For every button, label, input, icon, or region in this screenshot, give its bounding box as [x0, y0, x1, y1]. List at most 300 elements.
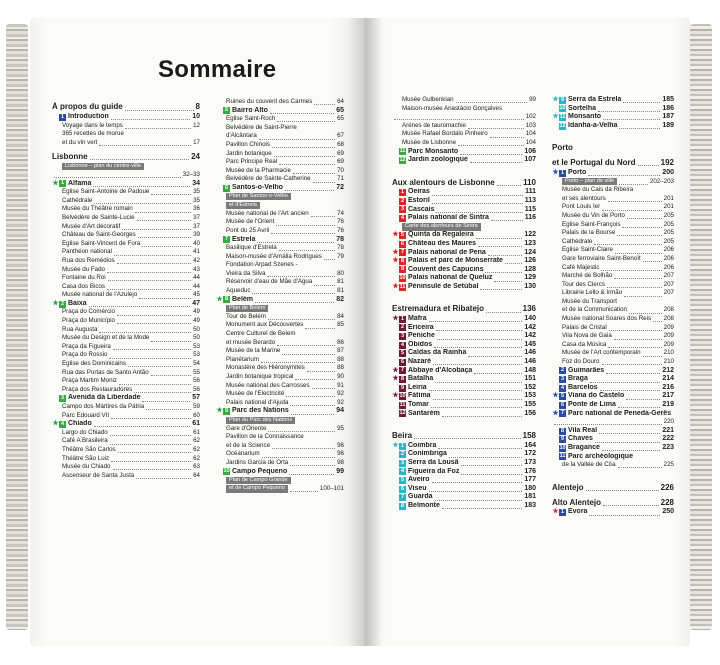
entry-title: Pont du 25 Avril — [226, 226, 270, 234]
page-number: 128 — [524, 265, 536, 273]
number-badge: 6 — [560, 401, 565, 408]
page-number: 35 — [193, 188, 200, 196]
leader-dots — [307, 366, 335, 372]
leader-dots — [603, 114, 660, 120]
toc-entry — [552, 401, 674, 410]
number-badge: 5 — [400, 476, 405, 483]
toc-entry — [216, 132, 344, 141]
toc-entry — [216, 227, 344, 236]
toc-entry — [552, 272, 674, 281]
toc-entry — [216, 459, 344, 468]
toc-entry — [392, 401, 536, 410]
entry-title: Lisbonne — [52, 151, 88, 161]
leader-dots — [151, 336, 191, 342]
star-icon: ★ — [392, 315, 399, 323]
entry-title: Église Saint-Antoine de Padoue — [62, 188, 150, 196]
page-number: 37 — [193, 222, 200, 230]
leader-dots — [435, 495, 523, 501]
page-number: 207 — [663, 289, 674, 297]
page-number: 49 — [193, 317, 200, 325]
number-badge: 8 — [224, 296, 229, 303]
number-badge: 12 — [399, 410, 406, 417]
toc-entry — [52, 446, 200, 455]
number-badge: 7 — [400, 494, 405, 501]
toc-entry — [552, 332, 674, 341]
entry-title: Église Saint-Vincent de Fora — [62, 239, 141, 247]
entry-title: Tour de Belém — [226, 312, 266, 320]
page-number: 208 — [663, 306, 674, 314]
page-number: 103 — [525, 121, 536, 129]
leader-dots — [643, 351, 662, 357]
map-label: et de Campo Pequeno — [226, 485, 288, 492]
number-badge: 2 — [560, 367, 565, 374]
page-number: 156 — [524, 409, 536, 417]
page-number: 153 — [524, 392, 536, 400]
entry-title: Chiado — [68, 420, 92, 428]
leader-dots — [119, 379, 191, 385]
page-number: 146 — [524, 349, 536, 357]
leader-dots — [277, 116, 335, 122]
page-number: 158 — [522, 430, 536, 440]
toc-entry — [552, 427, 674, 436]
leader-dots — [614, 334, 662, 340]
leader-dots — [111, 413, 191, 419]
number-badge: 8 — [400, 376, 405, 383]
toc-column-1 — [52, 98, 200, 480]
toc-entry — [52, 326, 200, 335]
toc-entry — [552, 195, 674, 204]
toc-entry — [52, 122, 200, 131]
page-number: 57 — [192, 394, 200, 402]
entry-title: Ascenseur de Santa Justa — [62, 471, 135, 479]
toc-entry — [392, 468, 536, 477]
toc-entry — [392, 283, 536, 292]
entry-title: Porto — [552, 143, 573, 153]
leader-dots — [117, 258, 191, 264]
entry-title: Barcelos — [568, 383, 598, 391]
toc-entry — [216, 158, 344, 167]
toc-entry — [216, 287, 344, 296]
map-label: et d'Estrela — [226, 202, 260, 209]
leader-dots — [107, 267, 191, 273]
leader-dots — [259, 134, 335, 140]
toc-entry — [216, 382, 344, 391]
page-number: 207 — [663, 280, 674, 288]
number-badge: 9 — [560, 96, 565, 103]
toc-entry — [52, 248, 200, 257]
toc-entry — [52, 343, 200, 352]
page-number: 95 — [337, 424, 344, 432]
entry-title: Aux alentours de Lisbonne — [392, 177, 495, 187]
leader-dots — [431, 402, 522, 408]
page-title: Sommaire — [158, 56, 277, 83]
star-icon: ★ — [552, 409, 559, 417]
leader-dots — [601, 265, 661, 271]
page-number: 88 — [337, 364, 344, 372]
entry-title: Gare ferroviaire Saint-Benoît — [562, 254, 641, 262]
entry-title: Ruines du couvent des Carmes — [226, 98, 313, 105]
entry-title: Serra da Lousã — [408, 458, 459, 466]
number-badge: 6 — [224, 184, 229, 191]
toc-map-entry — [216, 485, 344, 494]
entry-title: Musée national Soares dos Reis — [562, 315, 652, 323]
page-number: 56 — [193, 377, 200, 385]
leader-dots — [602, 445, 660, 451]
toc-entry — [392, 214, 536, 223]
entry-title: et de la Communication — [562, 306, 628, 314]
toc-entry — [552, 122, 674, 131]
toc-entry — [392, 410, 536, 419]
number-badge: 8 — [400, 257, 405, 264]
map-label: Plan de Santos-o-Velho — [226, 193, 291, 200]
leader-dots — [138, 232, 191, 238]
entry-title: Librairie Lello & Irmão — [562, 289, 623, 297]
toc-entry — [552, 306, 674, 315]
page-number: 205 — [663, 220, 674, 228]
toc-entry — [392, 332, 536, 341]
leader-dots — [125, 123, 191, 129]
toc-entry — [552, 212, 674, 221]
toc-entry — [552, 298, 674, 307]
number-badge: 2 — [60, 300, 65, 307]
entry-title: Panthéon national — [62, 248, 112, 256]
page-number: 24 — [191, 151, 200, 161]
entry-title: Musée Gulbenkian — [402, 96, 454, 103]
entry-title: Vila Real — [568, 426, 598, 434]
entry-title: Musée national de l'Art ancien — [226, 209, 309, 217]
toc-entry — [552, 105, 674, 114]
star-icon: ★ — [552, 168, 559, 176]
page-number: 62 — [193, 437, 200, 445]
toc-entry — [52, 231, 200, 240]
page-number: 99 — [336, 467, 344, 475]
leader-dots — [314, 99, 335, 105]
entry-title: Jardins Garcia de Orta — [226, 458, 289, 466]
number-badge: 3 — [400, 333, 405, 340]
entry-title: Abbaye d'Alcobaça — [408, 366, 473, 374]
leader-dots — [602, 359, 662, 365]
number-badge: 9 — [400, 384, 405, 391]
leader-dots — [432, 190, 523, 196]
entry-title: Parc Monsanto — [408, 147, 459, 155]
page-number: 214 — [662, 375, 674, 383]
toc-entry — [392, 231, 536, 240]
entry-title: Belém — [232, 295, 254, 303]
leader-dots — [456, 97, 528, 103]
entry-title: Praça dos Restauradores — [62, 385, 133, 393]
toc-entry — [392, 375, 536, 384]
entry-title: Café Majestic — [562, 263, 600, 271]
leader-dots — [271, 228, 335, 234]
open-book — [30, 18, 690, 646]
toc-entry — [216, 167, 344, 176]
toc-entry — [552, 410, 674, 419]
toc-entry — [52, 223, 200, 232]
toc-entry — [216, 330, 344, 339]
number-badge: 1 — [60, 180, 65, 187]
leader-dots — [619, 123, 660, 129]
toc-entry — [552, 435, 674, 444]
toc-entry — [392, 130, 536, 139]
page-number: 39 — [193, 231, 200, 239]
leader-dots — [468, 351, 522, 357]
entry-title: Église Saint-Claire — [562, 246, 613, 254]
toc-entry — [392, 349, 536, 358]
entry-title: Praça do Município — [62, 317, 115, 325]
leader-dots — [289, 469, 334, 475]
entry-title: Parc Principe Real — [226, 158, 278, 166]
page-number: 65 — [337, 115, 344, 123]
leader-dots — [491, 215, 523, 221]
map-label: Plan de Campo Grande — [226, 477, 291, 484]
leader-dots — [135, 207, 191, 213]
leader-dots — [311, 211, 335, 217]
toc-entry — [552, 186, 674, 195]
leader-dots — [480, 284, 522, 290]
entry-title: Pavillon Chinois — [226, 140, 271, 148]
number-badge: 1 — [400, 442, 405, 449]
entry-title: Château des Maures — [408, 239, 477, 247]
leader-dots — [643, 256, 662, 262]
page-number: 164 — [524, 441, 536, 449]
leader-dots — [595, 437, 660, 443]
toc-entry — [216, 236, 344, 245]
leader-dots — [114, 250, 191, 256]
page-number: 70 — [337, 166, 344, 174]
page-number: 35 — [193, 196, 200, 204]
entry-title: Belvédère de Saint-Pierre — [226, 123, 297, 131]
toc-entry — [392, 358, 536, 367]
toc-entry — [52, 317, 200, 326]
leader-dots — [110, 430, 191, 436]
entry-title: Maison-musée Anastácio Gonçalves — [402, 104, 503, 112]
leader-dots — [494, 276, 522, 282]
leader-dots — [429, 486, 523, 492]
leader-dots — [474, 368, 522, 374]
page-number: 44 — [193, 274, 200, 282]
toc-entry — [216, 98, 344, 107]
page-number: 68 — [337, 140, 344, 148]
entry-title: Porto — [568, 168, 587, 176]
toc-map-entry — [216, 304, 344, 313]
entry-title: Caldas da Rainha — [408, 349, 467, 357]
number-badge: 2 — [400, 197, 405, 204]
number-badge: 10 — [223, 468, 230, 475]
page-number: 67 — [337, 132, 344, 140]
toc-section-heading — [52, 102, 200, 113]
number-badge: 9 — [224, 408, 229, 415]
page-number: 12 — [193, 121, 200, 129]
page-number: 37 — [193, 213, 200, 221]
toc-entry — [552, 255, 674, 264]
number-badge: 3 — [400, 459, 405, 466]
page-number: 71 — [337, 175, 344, 183]
page-number: 86 — [337, 338, 344, 346]
entry-title: Cascais — [408, 205, 435, 213]
entry-title: Figueira da Foz — [408, 467, 460, 475]
page-number: 221 — [662, 426, 674, 434]
page-number: 210 — [663, 349, 674, 357]
number-badge: 7 — [400, 367, 405, 374]
page-number: 205 — [663, 237, 674, 245]
entry-title: Casa da Música — [562, 340, 607, 348]
entry-title: Théâtre São Luiz — [62, 454, 110, 462]
page-number: 45 — [193, 291, 200, 299]
toc-entry — [392, 188, 536, 197]
star-icon: ★ — [392, 231, 399, 239]
leader-dots — [113, 344, 191, 350]
entry-title: Óbidos — [408, 340, 433, 348]
toc-entry — [216, 313, 344, 322]
toc-entry — [552, 508, 674, 517]
page-number: 107 — [524, 156, 536, 164]
leader-dots — [117, 318, 191, 324]
page-number: 53 — [193, 342, 200, 350]
entry-title: et du vin vert — [62, 138, 98, 146]
toc-entry — [216, 270, 344, 279]
toc-entry — [392, 156, 536, 165]
toc-entry — [392, 485, 536, 494]
page-number: 173 — [524, 458, 536, 466]
entry-title: et ses alentours — [562, 194, 606, 202]
leader-dots — [99, 327, 191, 333]
page-number: 50 — [193, 325, 200, 333]
entry-title: Rua Augusta — [62, 325, 98, 333]
entry-title: et de la Science — [226, 441, 271, 449]
leader-dots — [589, 510, 660, 516]
page-number: 90 — [337, 373, 344, 380]
leader-dots — [117, 310, 191, 316]
toc-entry — [52, 369, 200, 378]
number-badge: 11 — [559, 453, 566, 460]
toc-entry — [392, 96, 536, 105]
toc-section-heading — [552, 482, 674, 493]
page-number: 59 — [193, 403, 200, 410]
toc-entry — [552, 358, 674, 367]
entry-title: Café A Brasileira — [62, 437, 108, 445]
toc-entry — [392, 257, 536, 266]
page-number: 60 — [193, 411, 200, 419]
toc-entry — [216, 468, 344, 477]
entry-title: Quinta da Regaleira — [408, 231, 474, 239]
page-number: 210 — [663, 358, 674, 366]
toc-column-4 — [552, 96, 674, 517]
toc-entry — [392, 315, 536, 324]
leader-dots — [139, 293, 191, 299]
entry-title: Santos-o-Velho — [232, 183, 283, 191]
page-number: 115 — [524, 205, 536, 213]
entry-title: Bairro Alto — [232, 106, 268, 114]
number-badge: 1 — [560, 169, 565, 176]
toc-entry — [216, 150, 344, 159]
toc-column-3 — [392, 96, 536, 511]
toc-entry — [216, 244, 344, 253]
leader-dots — [554, 419, 662, 425]
page-number: 111 — [525, 188, 536, 196]
leader-dots — [110, 439, 191, 445]
toc-entry — [52, 205, 200, 214]
entry-title: Musée de l'Art contemporain — [562, 349, 641, 357]
map-label: Porto – plan de ville — [562, 178, 617, 185]
page-number: 200 — [662, 168, 674, 176]
entry-title: Praça do Comércio — [62, 308, 115, 316]
entry-title: Vila Nova de Gaia — [562, 332, 612, 340]
number-badge: 4 — [400, 468, 405, 475]
entry-title: d'Alcântara — [226, 132, 257, 140]
toc-entry — [52, 188, 200, 197]
leader-dots — [442, 411, 522, 417]
entry-title: Aqueduc — [226, 287, 251, 295]
page-number: 201 — [663, 194, 674, 202]
toc-entry — [552, 169, 674, 178]
page-number: 152 — [524, 383, 536, 391]
page-number: 183 — [524, 501, 536, 509]
entry-title: de la Vallée de Côa — [562, 461, 616, 469]
leader-dots — [614, 273, 661, 279]
leader-dots — [638, 160, 659, 166]
page-number: 50 — [193, 334, 200, 342]
page-number: 102 — [525, 113, 536, 121]
leader-dots — [128, 361, 191, 367]
star-icon: ★ — [52, 299, 59, 307]
toc-entry — [216, 364, 344, 373]
star-icon: ★ — [216, 295, 223, 303]
page-number: 177 — [524, 476, 536, 484]
entry-title: Jardin botanique tropical — [226, 373, 294, 380]
toc-entry — [52, 412, 200, 421]
entry-title: Musée du Cais da Ribeira — [562, 186, 634, 194]
page-number: 17 — [193, 138, 200, 146]
number-badge: 6 — [400, 485, 405, 492]
page-number: 216 — [662, 383, 674, 391]
leader-dots — [274, 151, 335, 157]
number-badge: 5 — [400, 350, 405, 357]
toc-entry — [216, 399, 344, 408]
number-badge: 6 — [400, 240, 405, 247]
leader-dots — [257, 237, 334, 243]
entry-title: Viana do Castelo — [568, 392, 625, 400]
leader-dots — [461, 460, 523, 466]
number-badge: 2 — [400, 451, 405, 458]
number-badge: 11 — [399, 148, 406, 155]
leader-dots — [268, 314, 335, 320]
page-number: 100–101 — [319, 484, 344, 492]
page-number: 250 — [662, 508, 674, 516]
entry-title: Palais national de Queluz — [408, 274, 493, 282]
entry-title: Braga — [568, 375, 588, 383]
toc-entry — [52, 113, 200, 122]
number-badge: 12 — [399, 156, 406, 163]
number-badge: 1 — [400, 315, 405, 322]
leader-dots — [485, 267, 522, 273]
toc-entry — [52, 214, 200, 223]
leader-dots — [277, 340, 335, 346]
entry-title: Batalha — [408, 375, 434, 383]
leader-dots — [118, 447, 191, 453]
page-number: 208 — [663, 315, 674, 323]
star-icon: ★ — [392, 282, 399, 290]
entry-title: Musée du Théâtre romain — [62, 205, 133, 213]
toc-entry — [52, 394, 200, 403]
entry-title: Belvédère de Sainte-Lucie — [62, 213, 135, 221]
leader-dots — [290, 486, 318, 492]
leader-dots — [437, 334, 522, 340]
page-number: 10 — [192, 113, 200, 120]
page-number: 148 — [524, 366, 536, 374]
leader-dots — [313, 177, 335, 183]
entry-title: Palais national d'Ajuda — [226, 398, 289, 406]
map-label: Plan de Belém — [226, 305, 268, 312]
